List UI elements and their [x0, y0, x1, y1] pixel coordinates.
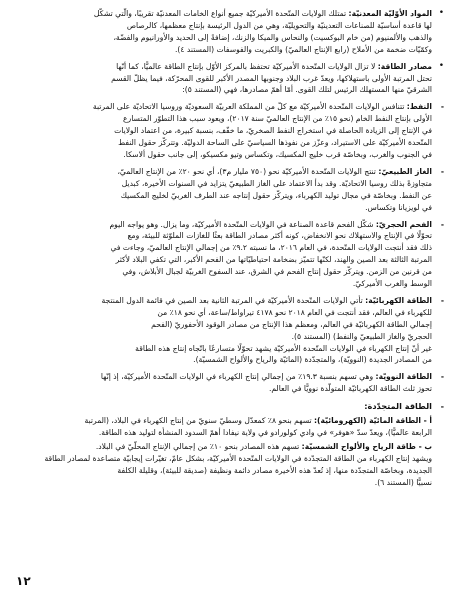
text-line: تحتل المرتبة الأولى باستهلاكها، ويعدّ غرب البلاد وجنوبها المصدر الأكبر للقوى المحرّكة، فيما يظلّ القسم: [111, 73, 432, 83]
text-line: الوسط والغرب الأميركيّ.: [352, 279, 432, 289]
text-line: تسهم بنحو ٨٪ كمعدّل وسطيّ سنويّ من إنتاج الكهرباء في البلاد، (المرتبة: [84, 416, 312, 426]
text-line: والذهب والألمنيوم (من خام البوكسيت) والنحاس والميكا والزنك، إضافةً إلى الحديد والأورانيوم والفضّة،: [113, 32, 432, 42]
text-line: عن النفط. وبخاصّة في مجال توليد الكهرباء، ويتركّز حقول إنتاجه عند الطرف الغربيّ لخليج المكسيك: [120, 190, 432, 200]
text-line: وهي تسهم بنسبة ١٩.٣٪ من إجمالي إنتاج الكهرباء في الولايات المتّحدة الأميركيّة، إذ إنّها: [100, 372, 374, 382]
heading-gas: الغاز الطبيعيّ:: [378, 166, 432, 176]
text-line: إجمالي الطاقة الكهربائيّة في العالم، ومعظم هذا الإنتاج من مصادر الوقود الأحفوريّ (الفحم: [151, 319, 432, 329]
text-line: ذلك فقد أنتجت الولايات المتّحدة، في العام ٢٠١٦، ما نسبته ٩.٢٪ من إجمالي الإنتاج العالميّ، وجاءت في: [110, 243, 432, 253]
text-line: الرابعة عالميًّا)، ويعدّ سدّ «هوفر» في وادي كولورادو في ولاية نيفادا أهمّ السدود المنشأة لتوليد هذه الطاقة.: [98, 428, 432, 438]
text-line: لا تزال الولايات المتّحدة الأميركيّة تحتفظ بالمركز الأوّل بإنتاج الطاقة عالميًّا، كما أنّها: [116, 61, 376, 71]
dash-icon: -: [440, 372, 444, 382]
text-line: نسبيًّا (المستند ٦).: [374, 477, 432, 487]
text-line: لها قاعدة أساسيّة للصناعات التعدينيّة والتحويليّة، وهي من الدول الرئيسة بإنتاج معظمها، كالرصاص: [126, 20, 432, 30]
text-line: تسهم هذه المصادر بنحو ١٠٪ من إجمالي الإنتاج المحلّيّ في البلاد.: [95, 442, 300, 451]
text-line: في الجنوب والغرب، وبخاصّة قرب خليج المكسيك، وتكساس وتيو مكسيكو، إلى جانب حقول ألاسكا.: [123, 149, 432, 159]
dash-icon: -: [440, 219, 444, 229]
text-line: غير أنّ إنتاج الكهرباء في الولايات المتّحدة الأميركيّة يشهد تحوّلًا متسارعًا باتّجاه إنتاج هذه الطاقة: [135, 343, 432, 353]
paragraph-nuclear: [14, 371, 444, 395]
paragraph-natural-gas: [14, 166, 444, 214]
paragraph-coal: [14, 219, 444, 290]
text-line: المرتبة الثالثة بعد الصين والهند، لكنّها تتميّز بضخامة احتياطيّاتها من الفحم الأكبر، التي تكفي البلاد لأكثر: [115, 255, 432, 265]
heading-coal: الفحم الحجريّ:: [375, 219, 432, 229]
text-line: الشرقيّ منها المستهلك الرئيس لتلك القوى. أمّا أهمّ مصادرها، فهي (المستند ٥):: [182, 85, 432, 95]
text-line: تحوّلًا في الإنتاج والاستهلاك نحو الانخفاض، كونه أكثر مصادر الطاقة بعثًا للغازات الملوّثة للبيئة، ومع: [127, 231, 432, 241]
paragraph-oil: [14, 101, 444, 161]
heading-minerals: المواد الأوّليّة المعدنيّة:: [348, 9, 432, 18]
text-line: متجاوزةً بذلك روسيا الاتحاديّة. وقد بدأ الاعتماد على الغاز الطبيعيّ يتزايد في السنوات الأخيرة، كبديل: [121, 178, 432, 188]
text-line: ويشهد إنتاج الكهرباء من الطاقة المتجدّدة في الولايات المتّحدة الأميركيّة، بشكل عامّ، تغيّرات إيجابيّة متصاعدة لمصادر الطاقة: [44, 453, 432, 463]
paragraph-minerals: [14, 8, 444, 56]
heading-nuclear: الطاقة النوويّة:: [375, 372, 432, 382]
text-line: في الإنتاج إلى الزيادة الحاصلة في استخراج النفط الصخريّ، ما خفّف، بنسبة كبيرة، من اعتماد الولايات: [114, 126, 432, 136]
text-line: وكمّيّات ضخمة من الأملاح (رابع الإنتاج العالميّ) والكبريت والفوسفات (المستند ٤).: [175, 44, 432, 54]
page-number: ١٢: [16, 574, 31, 588]
paragraph-hydro: [14, 415, 444, 439]
heading-energy: مصادر الطاقة:: [377, 61, 432, 71]
paragraph-energy-sources: [14, 61, 444, 97]
text-line: تنتج الولايات المتّحدة الأميركيّة نحو (٧٥٠ مليار م٣)، أي نحو ٢٠٪ من الإنتاج العالميّ،: [117, 166, 376, 176]
bullet-icon: •: [438, 8, 444, 18]
dash-icon: -: [440, 166, 444, 176]
heading-wind-solar: ب - طاقة الرياح والألواح الشمسيّة:: [301, 442, 432, 451]
renewable-section: [14, 400, 444, 413]
text-line: من قرنين من الزمن. ويتركّز حقول إنتاج الفحم في الشرق، عند السفوح الغربيّة لجبال الأبلاش، وفي: [122, 267, 432, 277]
heading-electricity: الطاقة الكهربائيّة:: [365, 295, 432, 305]
paragraph-electricity: [14, 295, 444, 366]
bullet-icon: •: [438, 60, 444, 71]
text-line: تتنافس الولايات المتّحدة الأميركيّة مع كلّ من المملكة العربيّة السعوديّة وروسيا الاتحاديّة على المرتبة: [92, 102, 405, 112]
text-line: شكّل الفحم قاعدة الصناعة في الولايات المتّحدة الأميركيّة، وما يزال. وهو يواجه اليوم: [109, 219, 374, 229]
dash-icon: -: [440, 102, 444, 112]
text-line: تحوز ثلث الطاقة الكهربائيّة المتولّدة نوويًّا في العالم.: [268, 384, 432, 394]
text-line: المتّحدة الأميركيّة على الاستيراد، وعزّز من نفوذها السياسيّ على الساحة الدوليّة. وتتركّز حقول النفط: [118, 138, 432, 148]
dash-icon: -: [440, 295, 444, 305]
text-line: الجديدة، وبخاصّة المتجدّدة منها، إذ تُعدّ هذه الأخيرة مصادر دائمة ونظيفة (صديقة للبيئة)، وقليلة الكلفة: [117, 465, 432, 475]
text-line: الحجريّ والغاز الطبيعيّ والنفط) (المستند ٥).: [291, 331, 432, 341]
paragraph-wind-solar: [14, 441, 444, 489]
text-line: في لويزيانا وتكساس.: [365, 202, 432, 212]
text-line: من المصادر الجديدة (النوويّة)، والمتجدّدة (المائيّة والرياح والألواح الشمسيّة).: [193, 355, 432, 365]
text-line: للكهرباء في العالم، فقد أنتجت في العام ٢٠١٨ نحو ٤١٧٨ تيراواط/ساعة، أي نحو ١٨٪ من: [157, 307, 432, 317]
heading-renewable: الطاقة المتجدّدة:: [364, 401, 432, 412]
text-line: الأولى بإنتاج النفط الخام (نحو ١٥٪ من الإنتاج العالميّ سنة ٢٠١٧)، ويعود سبب هذا التطوّر المتسارع: [123, 114, 432, 124]
heading-oil: النفط:: [406, 102, 432, 112]
text-line: تأتي الولايات المتّحدة الأميركيّة في المرتبة الثانية بعد الصين في قائمة الدول المنتجة: [101, 295, 363, 305]
heading-hydro: أ - الطاقة المائيّة (الكهرومائيّة):: [314, 416, 432, 426]
text-line: تمتلك الولايات المتّحدة الأميركيّة جميع أنواع الخامات المعدنيّة تقريبًا، والّتي تشكّل: [93, 9, 347, 18]
dash-icon: -: [440, 401, 444, 412]
